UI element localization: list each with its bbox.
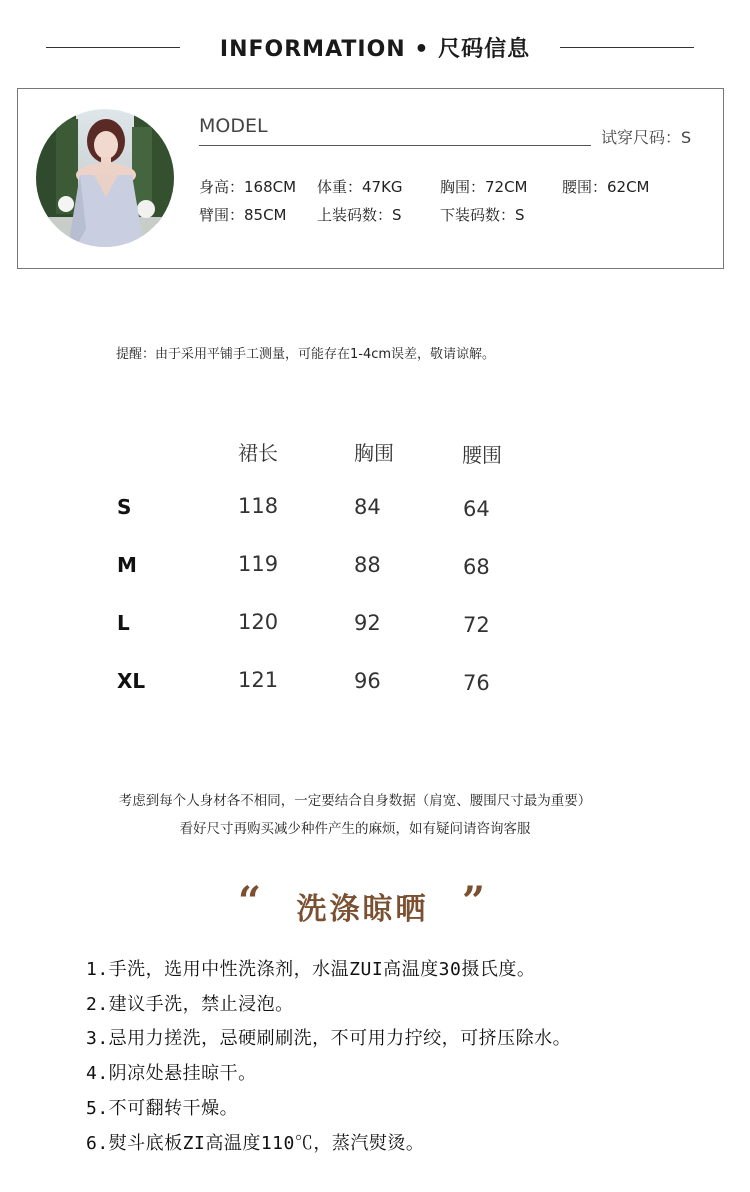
stat-waist: 腰围：62CM <box>562 178 650 196</box>
advice-line-1: 考虑到每个人身材各不相同，一定要结合自身数据（肩宽、腰围尺寸最为重要） <box>118 793 592 809</box>
header-waist: 腰围 <box>462 443 502 467</box>
stat-bottom-size: 下装码数：S <box>440 206 525 224</box>
cell-chest: 88 <box>354 553 381 577</box>
stat-top-size: 上装码数：S <box>317 206 402 224</box>
size-label: XL <box>117 669 146 693</box>
stat-height: 身高：168CM <box>199 178 297 196</box>
cell-length: 118 <box>238 494 279 518</box>
header-length: 裙长 <box>238 441 278 465</box>
header-line-right <box>560 47 694 48</box>
size-label: L <box>117 611 130 635</box>
page-title: INFORMATION • 尺码信息 <box>219 37 531 62</box>
cell-chest: 96 <box>354 669 381 693</box>
cell-length: 119 <box>238 552 279 576</box>
list-item: 1.手洗，选用中性洗涤剂，水温ZUI高温度30摄氏度。 <box>86 959 536 980</box>
wash-title: 洗涤晾晒 <box>296 892 429 927</box>
model-photo <box>36 109 174 247</box>
model-underline <box>199 145 591 146</box>
list-item: 3.忌用力搓洗，忌硬刷刷洗，不可用力拧绞，可挤压除水。 <box>86 1028 572 1049</box>
size-label: S <box>117 495 132 519</box>
stat-weight: 体重：47KG <box>317 178 403 196</box>
cell-chest: 84 <box>354 495 381 519</box>
model-label: MODEL <box>199 115 268 137</box>
stat-arm: 臂围：85CM <box>199 206 287 224</box>
trial-size: 试穿尺码：S <box>601 128 692 147</box>
header-chest: 胸围 <box>354 441 394 465</box>
cell-waist: 64 <box>463 497 490 521</box>
open-quote-icon: “ <box>238 878 262 925</box>
model-info-box <box>17 88 724 269</box>
close-quote-icon: ” <box>462 878 486 925</box>
measurement-notice: 提醒：由于采用平铺手工测量，可能存在1-4cm误差，敬请谅解。 <box>116 347 496 362</box>
cell-waist: 76 <box>463 671 490 695</box>
list-item: 5.不可翻转干燥。 <box>86 1098 239 1119</box>
cell-length: 120 <box>238 610 279 634</box>
list-item: 4.阴凉处悬挂晾干。 <box>86 1063 257 1084</box>
cell-length: 121 <box>238 668 279 692</box>
list-item: 2.建议手洗，禁止浸泡。 <box>86 994 294 1015</box>
list-item: 6.熨斗底板ZI高温度110℃，蒸汽熨烫。 <box>86 1133 425 1154</box>
stat-chest: 胸围：72CM <box>440 178 528 196</box>
cell-chest: 92 <box>354 611 381 635</box>
advice-line-2: 看好尺寸再购买减少种件产生的麻烦，如有疑问请咨询客服 <box>179 821 531 837</box>
cell-waist: 68 <box>463 555 490 579</box>
size-label: M <box>117 553 137 577</box>
cell-waist: 72 <box>463 613 490 637</box>
